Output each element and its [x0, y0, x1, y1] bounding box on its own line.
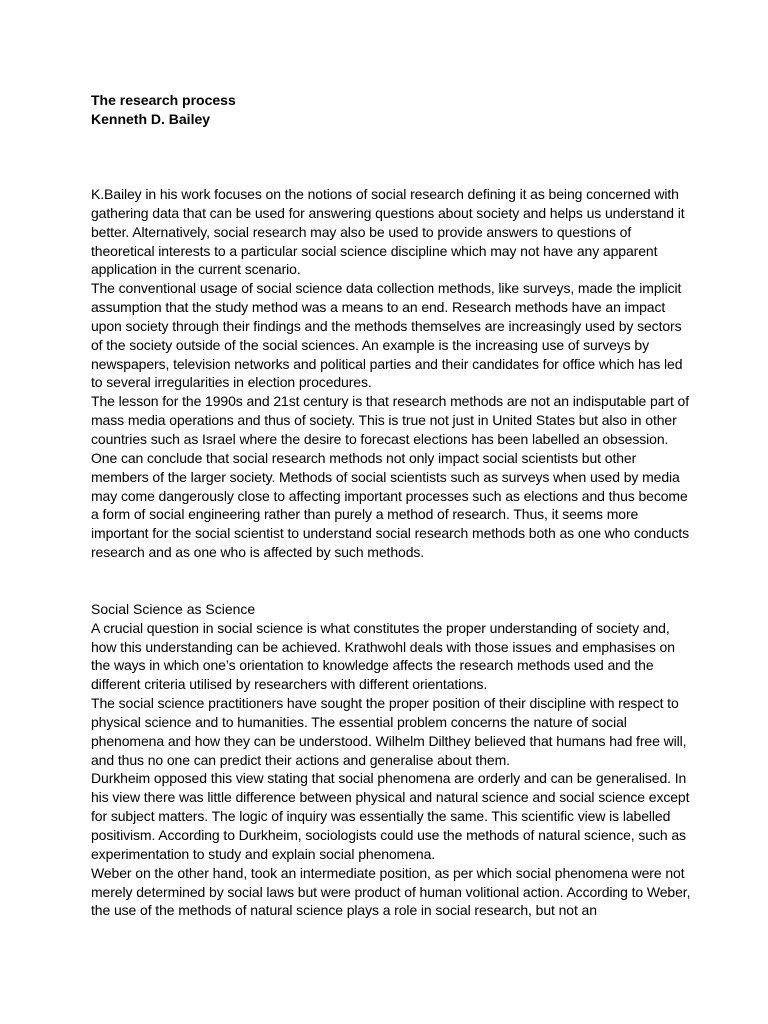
document-author: Kenneth D. Bailey — [91, 111, 211, 127]
document-title: The research process — [91, 92, 236, 108]
section-heading: Social Science as Science — [91, 600, 256, 617]
paragraph-section-1: A crucial question in social science is what constitutes the proper understanding of society and, how this understanding can be achieved. Krathwohl deals with those issues and emphasises on the ways in which one’s orientation to knowledge affects the research methods used and the different criteria utilised by researchers with different orientations. — [91, 619, 675, 693]
paragraph-section-2: The social science practitioners have sought the proper position of their discipline with respect to physical science and to humanities. The essential problem concerns the nature of social phenomena and how they can be understood. Wilhelm Dilthey believed that humans had free will, and thus no one can predict their actions and generalise about them. — [91, 695, 687, 768]
spacer — [91, 562, 691, 600]
paragraph-section-3: Durkheim opposed this view stating that social phenomena are orderly and can be generalised. In his view there was little difference between physical and natural science and social science except for subject matters. The logic of inquiry was essentially the same. This scientific view is labelled positivism. According to Durkheim, sociologists could use the methods of natural science, such as experimentation to study and explain social phenomena. — [91, 770, 690, 862]
paragraph-intro-2: The conventional usage of social science data collection methods, like surveys, made the implicit assumption that the study method was a means to an end. Research methods have an impact upon society through their findings and the methods themselves are increasingly used by sectors of the society outside of the social sciences. An example is the increasing use of surveys by newspapers, television networks and political parties and their candidates for office which has led to several irregularities in election procedures. — [91, 280, 683, 391]
paragraph-intro-4: One can conclude that social research methods not only impact social scientists but other members of the larger society. Methods of social scientists such as surveys when used by media may come dangerously close to affecting important processes such as elections and thus become a form of social engineering rather than purely a method of research. Thus, it seems more important for the social scientist to understand social research methods both as one who conducts research and as one who is affected by such methods. — [91, 449, 690, 561]
spacer — [91, 129, 691, 185]
paragraph-intro-1: K.Bailey in his work focuses on the notions of social research defining it as being concerned with gathering data that can be used for answering questions about society and helps us understand it better. Alternatively, social research may also be used to provide answers to questions of theoretical interests to a particular social science discipline which may not have any apparent application in the current scenario. — [91, 186, 685, 278]
paragraph-intro-3: The lesson for the 1990s and 21st century is that research methods are not an indisputable part of mass media operations and thus of society. This is true not just in United States but also in other countries such as Israel where the desire to forecast elections has been labelled an obsession. — [91, 393, 690, 447]
paragraph-section-4: Weber on the other hand, took an intermediate position, as per which social phenomena were not merely determined by social laws but were product of human volitional action. According to Weber, the use of the methods of natural science plays a role in social research, but not an — [91, 864, 691, 919]
document-body — [91, 91, 691, 920]
